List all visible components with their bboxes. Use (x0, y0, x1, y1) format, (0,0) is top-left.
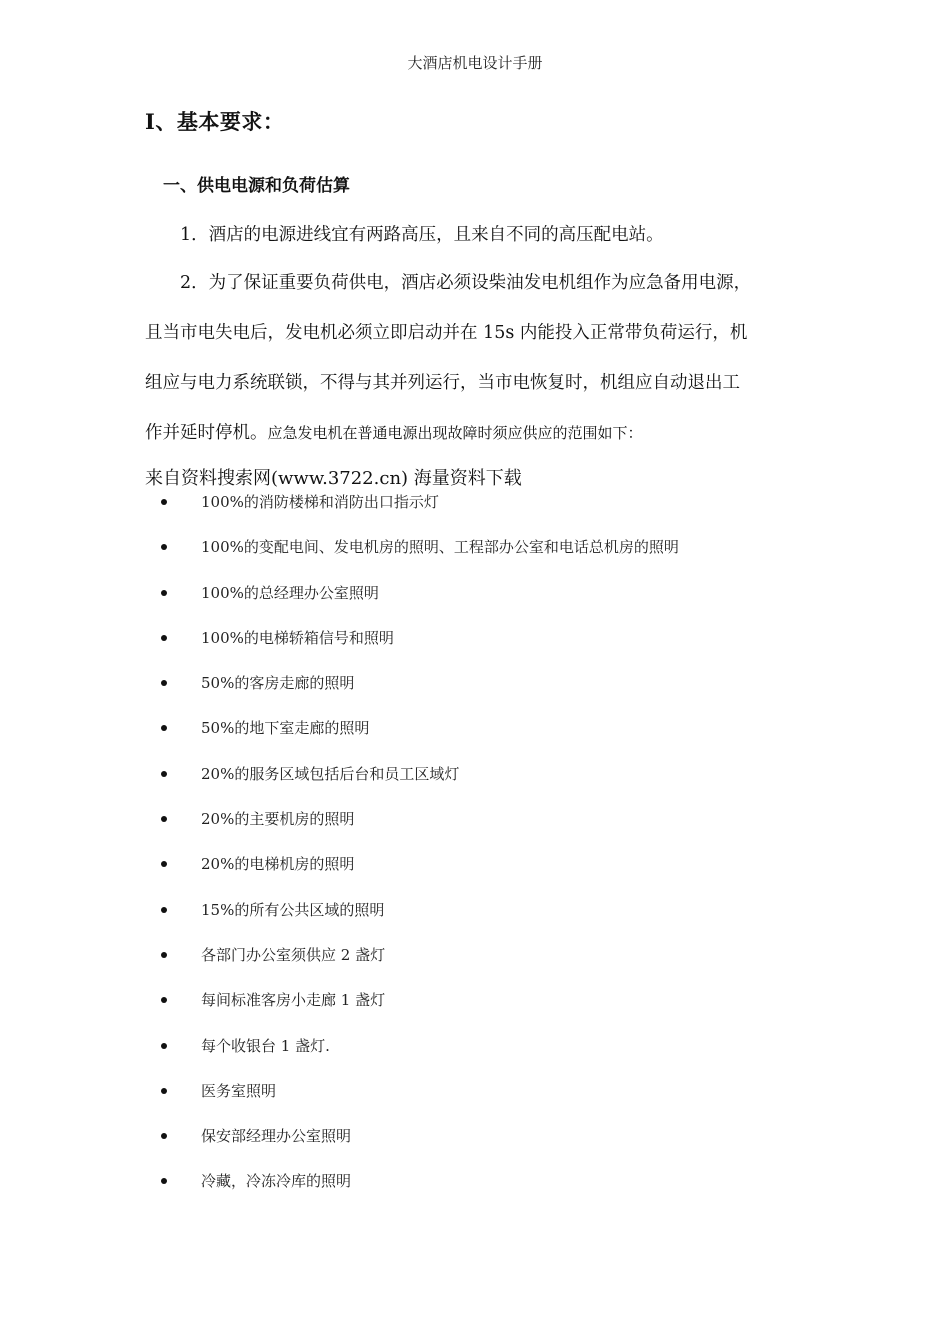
bullet-icon (161, 816, 167, 822)
list-item (145, 620, 679, 665)
bullet-icon (161, 499, 167, 505)
list-item-text: 20%的主要机房的照明 (201, 810, 355, 829)
paragraph-2-line-4-tail: 应急发电机在普通电源出现故障时须应供应的范围如下： (267, 424, 643, 442)
list-item (145, 801, 679, 846)
list-item-text: 100%的电梯轿箱信号和照明 (201, 628, 394, 647)
bullet-icon (161, 997, 167, 1003)
section-heading: I、基本要求： (145, 109, 285, 134)
paragraph-1 (145, 210, 815, 260)
subsection-heading: 一、供电电源和负荷估算 (163, 176, 350, 196)
list-item-text: 100%的总经理办公室照明 (201, 583, 379, 602)
list-item (145, 710, 679, 755)
list-item (145, 1028, 679, 1073)
list-item (145, 665, 679, 710)
list-item-text: 20%的服务区域包括后台和员工区域灯 (201, 764, 460, 783)
list-item (145, 846, 679, 891)
list-item-text: 各部门办公室须供应 2 盏灯 (201, 945, 386, 964)
bullet-icon (161, 1178, 167, 1184)
list-item-text: 100%的变配电间、发电机房的照明、工程部办公室和电话总机房的照明 (201, 538, 679, 557)
bullet-icon (161, 861, 167, 867)
list-item-text: 100%的消防楼梯和消防出口指示灯 (201, 493, 439, 511)
list-item-text: 15%的所有公共区域的照明 (201, 900, 385, 919)
emergency-supply-list (145, 484, 679, 1209)
paragraph-2-line-1: 2．为了保证重要负荷供电，酒店必须设柴油发电机组作为应急备用电源， (180, 273, 752, 293)
paragraph-2-line-2: 且当市电失电后，发电机必须立即启动并在 15s 内能投入正常带负荷运行，机 (145, 323, 748, 343)
bullet-icon (161, 1088, 167, 1094)
list-item (145, 756, 679, 801)
paragraph-1-text: 1．酒店的电源进线宜有两路高压，且来自不同的高压配电站。 (180, 225, 664, 245)
bullet-icon (161, 590, 167, 596)
bullet-icon (161, 725, 167, 731)
list-item (145, 937, 679, 982)
source-note: 来自资料搜索网(www.3722.cn) 海量资料下载 (145, 468, 522, 489)
bullet-icon (161, 635, 167, 641)
bullet-icon (161, 952, 167, 958)
bullet-icon (161, 1133, 167, 1139)
list-item-text: 50%的客房走廊的照明 (201, 674, 355, 693)
paragraph-2-line-4 (145, 408, 815, 458)
list-item-text: 50%的地下室走廊的照明 (201, 719, 370, 738)
list-item-text: 20%的电梯机房的照明 (201, 855, 355, 874)
bullet-icon (161, 907, 167, 913)
list-item-text: 医务室照明 (201, 1081, 277, 1100)
list-item (145, 892, 679, 937)
paragraph-2-line-4-lead: 作并延时停机。 (145, 423, 268, 443)
page-header: 大酒店机电设计手册 (407, 54, 543, 72)
bullet-icon (161, 1043, 167, 1049)
list-item-text: 冷藏，冷冻冷库的照明 (201, 1172, 352, 1191)
bullet-icon (161, 771, 167, 777)
list-item-text: 每个收银台 1 盏灯. (201, 1036, 330, 1055)
bullet-icon (161, 544, 167, 550)
list-item (145, 1073, 679, 1118)
bullet-icon (161, 680, 167, 686)
list-item-text: 每间标准客房小走廊 1 盏灯 (201, 991, 386, 1010)
list-item (145, 484, 679, 529)
list-item (145, 529, 679, 574)
list-item (145, 1163, 679, 1208)
paragraph-2 (145, 258, 815, 458)
list-item (145, 1118, 679, 1163)
list-item (145, 575, 679, 620)
list-item-text: 保安部经理办公室照明 (201, 1127, 352, 1146)
paragraph-2-line-3: 组应与电力系统联锁，不得与其并列运行，当市电恢复时，机组应自动退出工 (145, 373, 740, 393)
list-item (145, 982, 679, 1027)
